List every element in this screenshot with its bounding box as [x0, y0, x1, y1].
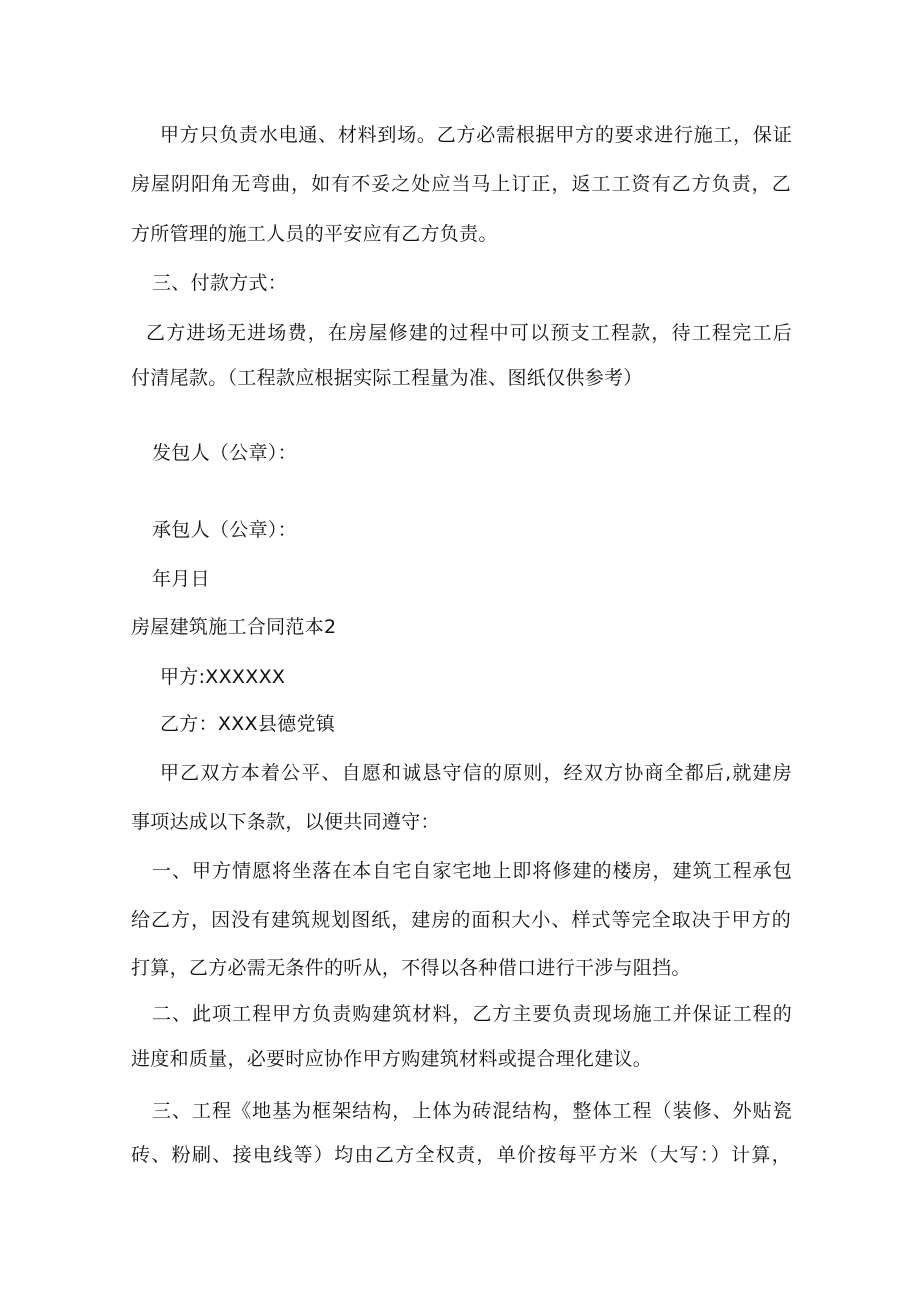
signature-line-employer: 发包人（公章）：	[152, 442, 297, 464]
paragraph-line: 打算，乙方必需无条件的听从，不得以各种借口进行干涉与阻挡。	[131, 957, 691, 979]
paragraph-line: 二、此项工程甲方负责购建筑材料，乙方主要负责现场施工并保证工程的	[152, 1003, 792, 1025]
paragraph-line: 乙方进场无进场费，在房屋修建的过程中可以预支工程款，待工程完工后	[146, 322, 792, 344]
paragraph-line: 甲乙双方本着公平、自愿和诚恳守信的原则，经双方协商全都后,就建房	[160, 762, 792, 784]
section-heading: 三、付款方式：	[152, 272, 288, 294]
document-title: 房屋建筑施工合同范本2	[131, 616, 337, 638]
paragraph-line: 进度和质量，必要时应协作甲方购建筑材料或提合理化建议。	[131, 1048, 653, 1070]
paragraph-line: 一、甲方情愿将坐落在本自宅自家宅地上即将修建的楼房，建筑工程承包	[152, 860, 792, 882]
paragraph-line: 给乙方，因没有建筑规划图纸，建房的面积大小、样式等完全取决于甲方的	[131, 909, 791, 931]
signature-line-contractor: 承包人（公章）：	[152, 519, 297, 541]
paragraph-line: 事项达成以下条款，以便共同遵守：	[131, 811, 440, 833]
date-line: 年月日	[152, 568, 210, 590]
party-a-line: 甲方:XXXXXX	[160, 666, 286, 688]
paragraph-line: 三、工程《地基为框架结构，上体为砖混结构，整体工程（装修、外贴瓷	[152, 1100, 792, 1122]
paragraph-line: 方所管理的施工人员的平安应有乙方负责。	[131, 223, 498, 245]
paragraph-line: 甲方只负责水电通、材料到场。乙方必需根据甲方的要求进行施工，保证	[160, 124, 792, 146]
paragraph-line: 房屋阴阳角无弯曲，如有不妥之处应当马上订正，返工工资有乙方负责，乙	[131, 173, 791, 195]
paragraph-line: 砖、粉刷、接电线等）均由乙方全权责，单价按每平方米（大写：）计算，	[131, 1144, 791, 1166]
party-b-line: 乙方：XXX县德党镇	[160, 713, 336, 735]
paragraph-line: 付清尾款。（工程款应根据实际工程量为准、图纸仅供参考）	[131, 367, 643, 389]
